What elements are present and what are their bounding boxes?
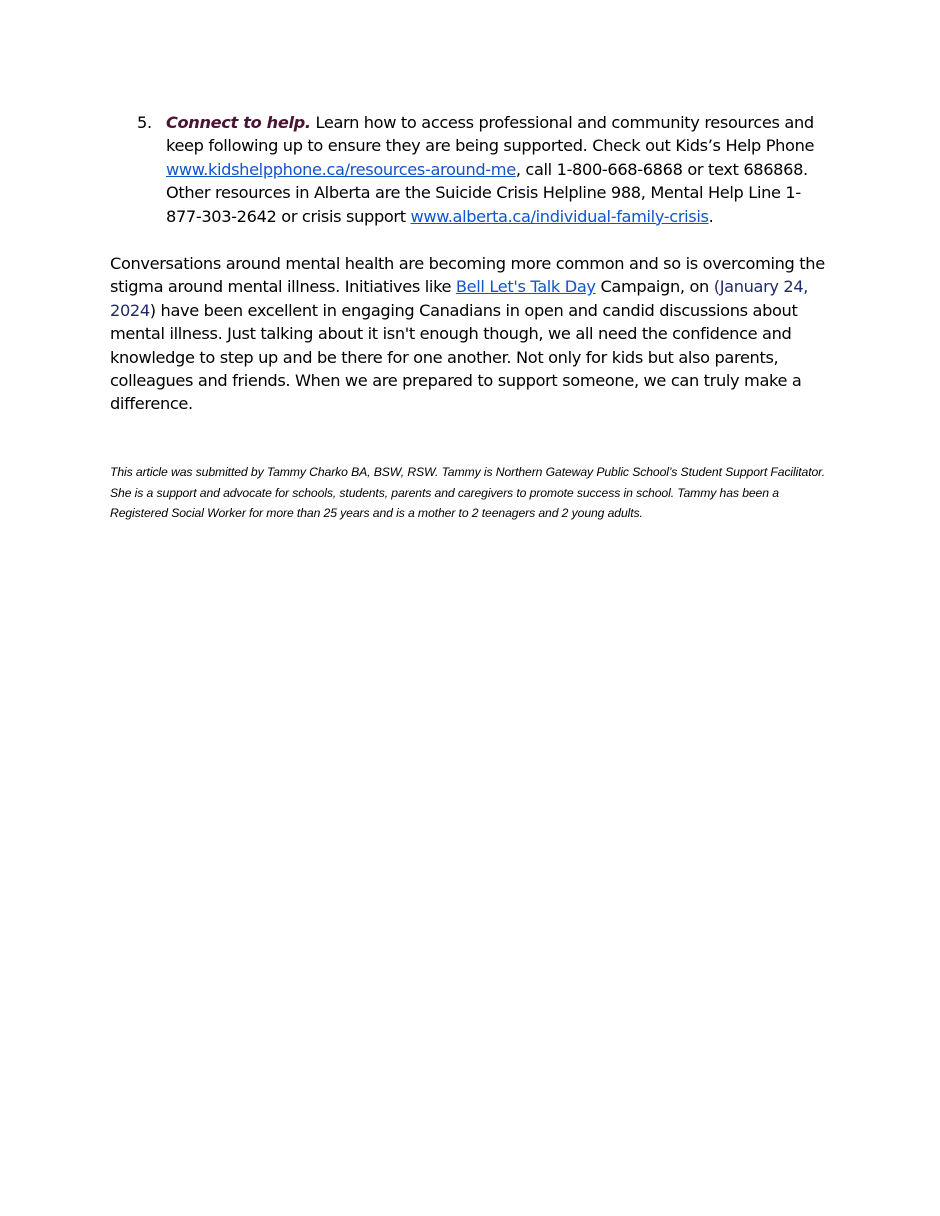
list-item-text: Learn how to access professional and community resources and keep following up to ensure they are being supported. Check out Kids’s Help Phone (166, 113, 815, 156)
paragraph-text: Conversations around mental health are becoming more common and so is overcoming the stigma around mental illness. Initiatives like (110, 254, 825, 297)
paragraph-text: ) have been excellent in engaging Canadians in open and candid discussions about mental illness. Just talking about it isn't enough though, we all need the confidence and knowledge to step up and be there for one another. Not only for kids but also parents, colleagues and friends. When we are prepared to support someone, we can truly make a difference. (110, 300, 802, 414)
list-item-text: . (708, 206, 714, 226)
body-paragraph (110, 252, 828, 416)
numbered-list (110, 111, 830, 228)
list-item-text: , call 1-800-668-6868 or text 686868. Other resources in Alberta are the Suicide Crisis Helpline 988, Mental Help Line 1-877-303-2642 or crisis support (166, 159, 808, 226)
list-item-connect-to-help (110, 111, 830, 228)
list-item-number: 5. (137, 113, 152, 132)
list-item-heading: Connect to help. (166, 113, 311, 132)
campaign-date: (January 24, 2024 (110, 277, 809, 320)
paragraph-text: Campaign, on (595, 277, 714, 297)
author-byline: This article was submitted by Tammy Charko BA, BSW, RSW. Tammy is Northern Gateway Public School’s Student Support Facilitator. She is a support and advocate for schools, students, parents and caregivers to promote success in school. Tammy has been a Registered Social Worker for more than 25 years and is a mother to 2 teenagers and 2 young adults. (110, 465, 825, 520)
alberta-crisis-link[interactable]: www.alberta.ca/individual-family-crisis (410, 206, 709, 226)
kids-help-phone-link[interactable]: www.kidshelpphone.ca/resources-around-me (166, 159, 516, 179)
bell-lets-talk-link[interactable]: Bell Let's Talk Day (455, 277, 596, 297)
